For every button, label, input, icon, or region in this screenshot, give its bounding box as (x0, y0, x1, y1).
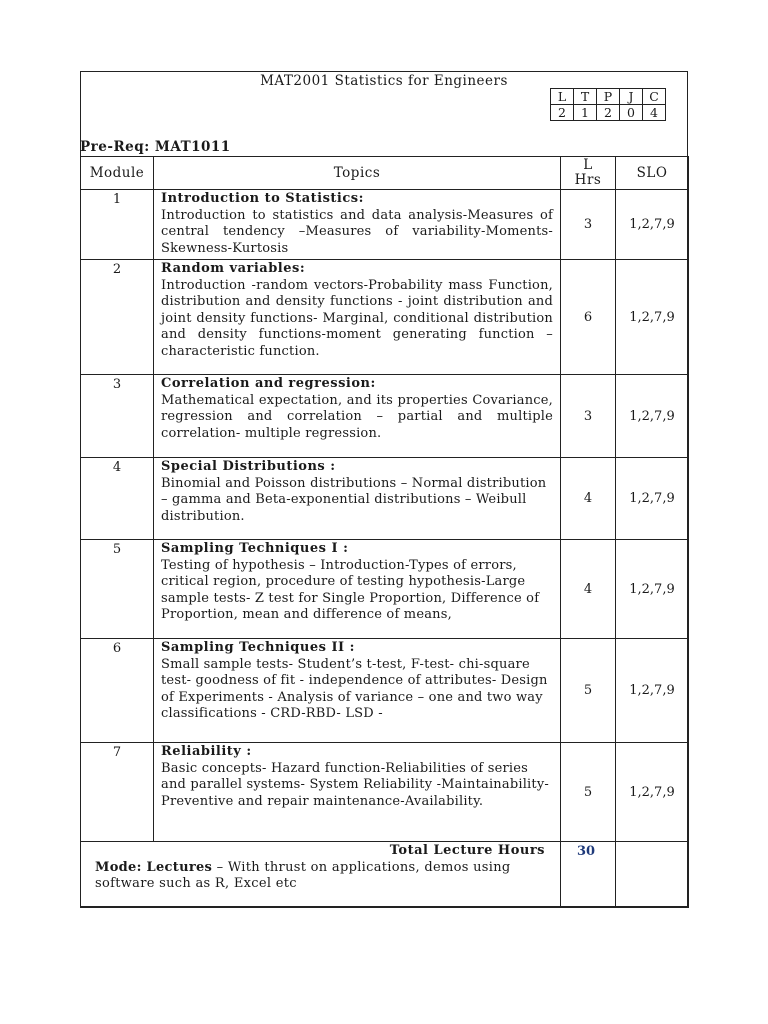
total-row (81, 842, 689, 908)
mode-label: Mode: Lectures (95, 859, 213, 875)
topic-title: Sampling Techniques II : (161, 640, 355, 655)
syllabus-table (80, 156, 689, 908)
topic-title: Sampling Techniques I : (161, 541, 349, 556)
topic-description: Mathematical expectation, and its properties Covariance, regression and correlation – partial and multiple correlation- multiple regression. (161, 392, 553, 441)
table-row (81, 639, 689, 743)
table-row (81, 260, 689, 375)
topic-description: Small sample tests- Student’s t-test, F-test- chi-square test- goodness of fit - independence of attributes- Design of Experiments - Analysis of variance – one and two way classifications - CRD-RBD- LSD - (161, 656, 548, 721)
lecture-hours: 3 (561, 375, 616, 458)
topic-description: Binomial and Poisson distributions – Normal distribution – gamma and Beta-exponential distributions – Weibull distribution. (161, 475, 547, 524)
topic-title: Introduction to Statistics: (161, 191, 364, 206)
ltpjc-header-p: P (597, 89, 620, 105)
table-row (81, 540, 689, 639)
course-title: MAT2001 Statistics for Engineers (260, 73, 508, 89)
ltpjc-value-l: 2 (551, 105, 574, 121)
ltpjc-value-c: 4 (643, 105, 666, 121)
topic-description: Basic concepts- Hazard function-Reliabilities of series and parallel systems- System Reliability -Maintainability-Preventive and repair maintenance-Availability. (161, 760, 549, 809)
ltpjc-header-row (551, 89, 666, 105)
slo-value: 1,2,7,9 (616, 743, 689, 842)
topic-cell (154, 743, 561, 842)
topics-header: Topics (154, 157, 561, 190)
slo-value: 1,2,7,9 (616, 375, 689, 458)
module-number: 6 (81, 639, 154, 743)
module-number: 2 (81, 260, 154, 375)
topic-title: Reliability : (161, 744, 252, 759)
ltpjc-value-t: 1 (574, 105, 597, 121)
table-row (81, 743, 689, 842)
prerequisite: Pre-Req: MAT1011 (80, 139, 231, 155)
total-lecture-hours-value: 30 (561, 842, 616, 908)
slo-value: 1,2,7,9 (616, 639, 689, 743)
topic-title: Correlation and regression: (161, 376, 376, 391)
module-number: 4 (81, 458, 154, 540)
slo-value: 1,2,7,9 (616, 540, 689, 639)
module-header: Module (81, 157, 154, 190)
topic-title: Special Distributions : (161, 459, 336, 474)
ltpjc-value-j: 0 (620, 105, 643, 121)
hours-header-line2: Hrs (574, 172, 602, 188)
slo-value: 1,2,7,9 (616, 458, 689, 540)
module-number: 5 (81, 540, 154, 639)
table-header-row (81, 157, 689, 190)
lecture-hours: 4 (561, 540, 616, 639)
ltpjc-table (550, 88, 666, 121)
lecture-hours: 5 (561, 639, 616, 743)
topic-cell (154, 639, 561, 743)
ltpjc-header-l: L (551, 89, 574, 105)
slo-header: SLO (616, 157, 689, 190)
total-mode-cell (81, 842, 561, 908)
ltpjc-header-c: C (643, 89, 666, 105)
slo-value: 1,2,7,9 (616, 260, 689, 375)
ltpjc-header-t: T (574, 89, 597, 105)
table-row (81, 375, 689, 458)
lecture-hours: 6 (561, 260, 616, 375)
ltpjc-header-j: J (620, 89, 643, 105)
ltpjc-value-row (551, 105, 666, 121)
topic-title: Random variables: (161, 261, 306, 276)
module-number: 1 (81, 190, 154, 260)
lecture-hours: 3 (561, 190, 616, 260)
topic-cell (154, 458, 561, 540)
hours-header-line1: L (583, 157, 593, 173)
total-slo-empty (616, 842, 689, 908)
topic-description: Testing of hypothesis – Introduction-Types of errors, critical region, procedure of testing hypothesis-Large sample tests- Z test for Single Proportion, Difference of Proportion, mean and difference of means, (161, 557, 540, 622)
mode-text: – With thrust on applications, demos using software such as R, Excel etc (95, 859, 511, 891)
topic-cell (154, 190, 561, 260)
table-row (81, 458, 689, 540)
lecture-hours: 5 (561, 743, 616, 842)
lecture-hours: 4 (561, 458, 616, 540)
ltpjc-value-p: 2 (597, 105, 620, 121)
topic-cell (154, 540, 561, 639)
hours-header (561, 157, 616, 190)
topic-cell (154, 375, 561, 458)
slo-value: 1,2,7,9 (616, 190, 689, 260)
topic-description: Introduction to statistics and data analysis-Measures of central tendency –Measures of variability-Moments-Skewness-Kurtosis (161, 207, 553, 256)
module-number: 3 (81, 375, 154, 458)
table-row (81, 190, 689, 260)
total-lecture-hours-label: Total Lecture Hours (389, 843, 545, 858)
mode-description (88, 860, 553, 893)
topic-cell (154, 260, 561, 375)
module-number: 7 (81, 743, 154, 842)
topic-description: Introduction -random vectors-Probability mass Function, distribution and density functions - joint distribution and joint density functions- Marginal, conditional distribution and density functions-moment generating function – characteristic function. (161, 277, 553, 359)
